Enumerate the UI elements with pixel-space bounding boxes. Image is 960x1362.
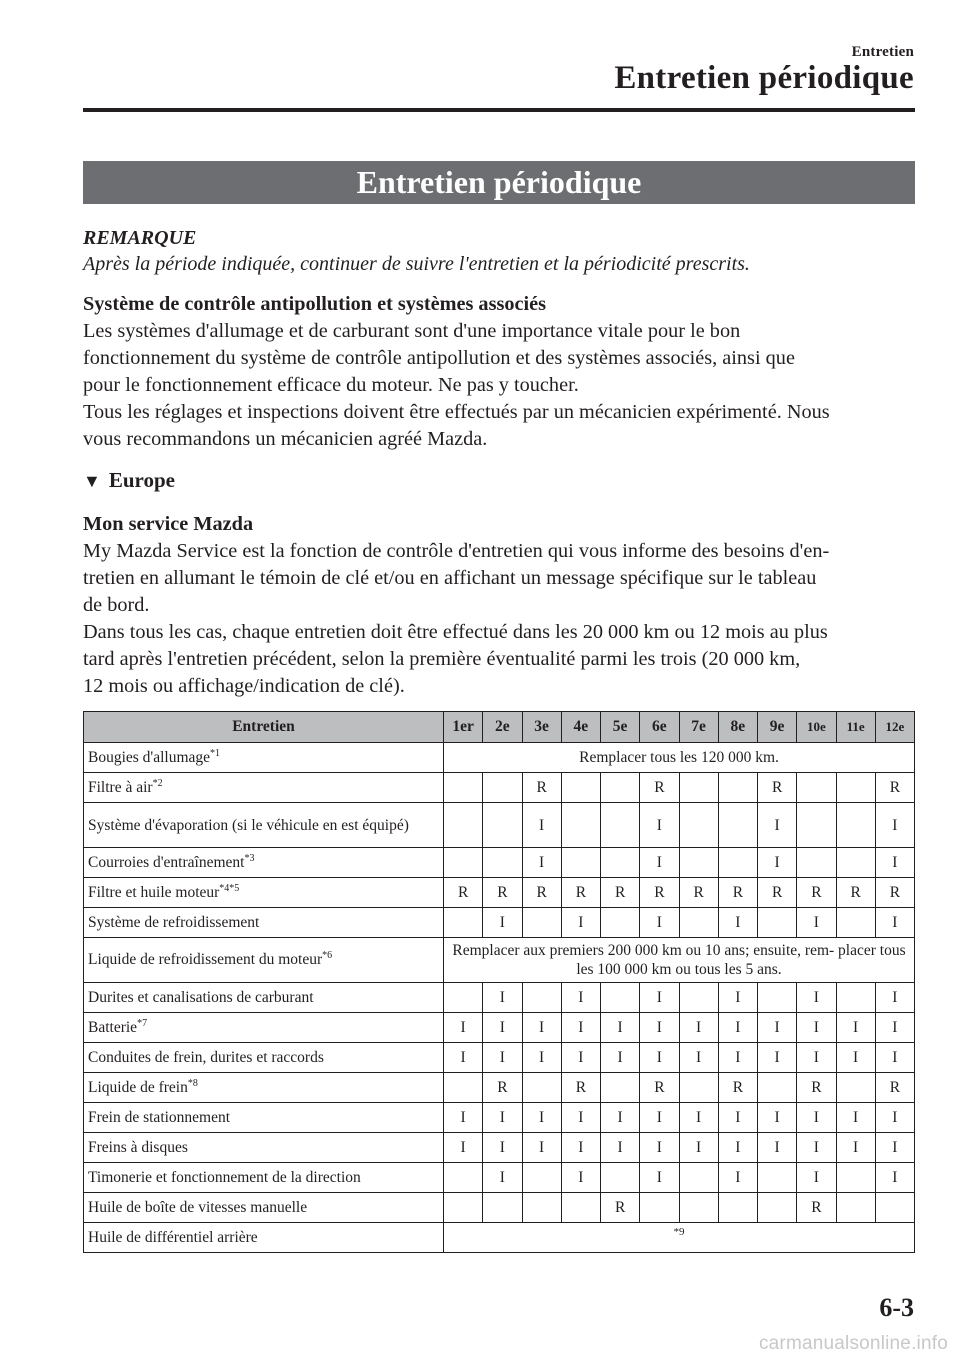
table-cell: I [640,1103,679,1133]
table-cell: I [640,1013,679,1043]
table-cell: I [640,1163,679,1193]
footnote-ref: *6 [322,950,333,961]
table-cell: R [483,878,522,908]
column-header: 12e [875,712,914,743]
column-header: 7e [679,712,718,743]
row-label [84,1013,444,1043]
footnote-ref: *1 [210,747,221,759]
table-cell: I [836,1013,875,1043]
table-cell: I [522,803,561,848]
table-cell: R [601,878,640,908]
table-cell: I [797,1163,836,1193]
row-label [84,1133,444,1163]
header-rule [83,108,915,112]
table-cell: I [718,1103,757,1133]
table-cell [640,1193,679,1223]
table-cell [444,983,483,1013]
table-cell [836,1073,875,1103]
table-cell: R [797,1193,836,1223]
table-cell: I [483,1103,522,1133]
table-cell: R [875,878,914,908]
table-cell: I [758,1133,797,1163]
table-cell: I [797,1013,836,1043]
table-cell: I [836,1103,875,1133]
my-service-line: de bord. [83,594,150,616]
table-cell: I [561,1103,600,1133]
table-cell: R [444,878,483,908]
table-cell: R [797,878,836,908]
row-label-text: Durites et canalisations de carburant [88,988,314,1006]
table-header-row [84,712,915,743]
table-cell: I [640,1133,679,1163]
table-cell: R [640,878,679,908]
table-cell: I [561,1133,600,1163]
column-header-entretien: Entretien [84,712,444,743]
table-cell [718,803,757,848]
table-cell [679,1163,718,1193]
row-label [84,743,444,773]
table-row [84,908,915,938]
table-cell [522,908,561,938]
span-cell: Remplacer tous les 120 000 km. [444,743,915,773]
table-cell: I [601,1133,640,1163]
table-cell [758,1073,797,1103]
row-label-text: Freins à disques [88,1138,188,1156]
column-header: 8e [718,712,757,743]
table-cell [679,983,718,1013]
table-cell: R [640,773,679,803]
row-label [84,848,444,878]
table-row [84,1223,915,1253]
table-cell: I [483,1043,522,1073]
row-label-text: Frein de stationnement [88,1108,231,1126]
table-cell: R [797,1073,836,1103]
span-cell: Remplacer aux premiers 200 000 km ou 10 ans; ensuite, rem- placer tous les 100 000 km ou tous les 5 ans. [444,938,915,983]
table-cell [522,983,561,1013]
table-cell [797,848,836,878]
footnote-ref: *7 [137,1017,148,1029]
column-header: 1er [444,712,483,743]
table-cell [561,803,600,848]
emission-line: fonctionnement du système de contrôle antipollution et des systèmes associés, ainsi que [83,347,795,369]
footnote-ref: *8 [187,1077,198,1089]
emission-heading: Système de contrôle antipollution et systèmes associés [83,293,547,315]
table-cell: I [522,848,561,878]
table-cell [836,983,875,1013]
table-cell: I [797,1133,836,1163]
table-cell [875,1193,914,1223]
row-label-text: Liquide de frein [88,1078,188,1096]
table-cell: R [758,773,797,803]
my-service-section [83,511,918,700]
table-cell [836,1193,875,1223]
row-label [84,908,444,938]
watermark: carmanualsonline.info [758,1333,948,1354]
table-row [84,1163,915,1193]
table-row [84,938,915,983]
table-cell: I [483,908,522,938]
table-row [84,848,915,878]
table-cell [444,1163,483,1193]
table-cell: I [718,1133,757,1163]
row-label-text: Conduites de frein, durites et raccords [88,1048,324,1066]
table-cell: I [718,1163,757,1193]
row-label-text: Filtre et huile moteur [88,883,220,901]
table-cell: I [483,1133,522,1163]
row-label-text: Système de refroidissement [88,913,260,931]
table-cell: I [679,1043,718,1073]
table-cell: I [875,1103,914,1133]
row-label-text: Batterie [88,1018,138,1036]
table-cell: I [561,1043,600,1073]
maintenance-table [83,711,915,1253]
table-cell: I [718,908,757,938]
footnote-ref: *3 [244,852,255,864]
table-cell: I [797,1043,836,1073]
table-cell [836,908,875,938]
row-label [84,983,444,1013]
table-cell: I [522,1013,561,1043]
table-cell: I [640,908,679,938]
table-cell [601,983,640,1013]
table-cell [758,1163,797,1193]
note-title: REMARQUE [83,227,197,249]
table-cell: R [601,1193,640,1223]
table-cell: I [758,1043,797,1073]
table-cell: I [797,983,836,1013]
table-cell: R [522,773,561,803]
column-header: 4e [561,712,600,743]
table-cell: I [718,983,757,1013]
note-text: Après la période indiquée, continuer de suivre l'entretien et la périodicité prescrits. [83,253,750,275]
table-cell [679,803,718,848]
table-row [84,878,915,908]
table-cell: I [797,908,836,938]
row-label [84,803,444,848]
page-number: 6-3 [879,1293,914,1322]
table-row [84,1133,915,1163]
column-header: 11e [836,712,875,743]
emission-line: vous recommandons un mécanicien agréé Mazda. [83,428,488,450]
region-heading [83,468,175,493]
row-label [84,878,444,908]
table-cell: R [522,878,561,908]
table-cell: R [718,1073,757,1103]
table-row [84,983,915,1013]
row-label [84,938,444,983]
table-cell [601,773,640,803]
table-row [84,1043,915,1073]
table-cell: R [640,1073,679,1103]
table-cell: R [875,773,914,803]
table-cell: I [522,1133,561,1163]
table-cell: I [758,1013,797,1043]
table-cell: R [836,878,875,908]
table-cell [483,848,522,878]
row-label-text: Huile de boîte de vitesses manuelle [88,1198,308,1216]
table-cell: I [679,1133,718,1163]
table-cell: I [875,803,914,848]
table-cell: R [718,878,757,908]
my-service-heading: Mon service Mazda [83,513,254,535]
table-cell: R [561,1073,600,1103]
table-cell [758,908,797,938]
table-cell: I [522,1103,561,1133]
table-cell: I [640,803,679,848]
table-cell: I [875,908,914,938]
table-cell [718,1193,757,1223]
table-cell [483,803,522,848]
table-cell: I [718,1043,757,1073]
my-service-line: Dans tous les cas, chaque entretien doit être effectué dans les 20 000 km ou 12 mois au plus [83,621,828,643]
table-cell [444,803,483,848]
table-cell: I [718,1013,757,1043]
table-cell: R [875,1073,914,1103]
table-cell: I [797,1103,836,1133]
table-cell [836,848,875,878]
section-title: Entretien périodique [83,161,915,204]
my-service-line: My Mazda Service est la fonction de contrôle d'entretien qui vous informe des besoins d'en- [83,540,830,562]
table-cell: I [640,1043,679,1073]
table-row [84,803,915,848]
table-row [84,1013,915,1043]
region-label: Europe [108,468,175,492]
table-cell: R [758,878,797,908]
table-cell: R [483,1073,522,1103]
table-row [84,1073,915,1103]
row-label [84,1073,444,1103]
table-cell: I [758,848,797,878]
column-header: 2e [483,712,522,743]
column-header: 10e [797,712,836,743]
table-cell [444,908,483,938]
table-cell [718,848,757,878]
table-row [84,1103,915,1133]
column-header: 5e [601,712,640,743]
table-cell: I [561,908,600,938]
table-cell [444,1073,483,1103]
table-cell: I [836,1133,875,1163]
table-cell [758,983,797,1013]
table-cell: I [483,983,522,1013]
table-cell [836,1163,875,1193]
table-cell: I [875,1133,914,1163]
row-label-text: Liquide de refroidissement du moteur [88,951,323,968]
row-label [84,1193,444,1223]
column-header: 9e [758,712,797,743]
table-cell [601,1163,640,1193]
row-label [84,773,444,803]
table-cell: I [640,983,679,1013]
table-row [84,1193,915,1223]
footnote-ref: *4*5 [219,882,240,894]
table-cell: I [640,848,679,878]
my-service-line: 12 mois ou affichage/indication de clé). [83,675,405,697]
table-cell [601,803,640,848]
footnote-ref: *2 [152,777,163,789]
table-cell: I [561,1163,600,1193]
table-cell: I [561,983,600,1013]
span-cell: *9 [444,1223,915,1253]
table-cell: I [758,803,797,848]
table-cell: I [875,1013,914,1043]
row-label-text: Filtre à air [88,778,153,796]
table-cell [679,773,718,803]
table-cell [444,773,483,803]
table-cell [522,1193,561,1223]
row-label-text: Timonerie et fonctionnement de la direction [88,1168,361,1186]
table-cell [679,1073,718,1103]
table-cell [836,803,875,848]
row-label [84,1223,444,1253]
table-cell [522,1073,561,1103]
table-cell [601,908,640,938]
table-cell: I [444,1043,483,1073]
table-cell: I [601,1013,640,1043]
column-header: 6e [640,712,679,743]
table-cell [758,1193,797,1223]
emission-line: Les systèmes d'allumage et de carburant sont d'une importance vitale pour le bon [83,320,741,342]
table-cell: I [483,1163,522,1193]
table-cell [444,848,483,878]
table-cell: R [679,878,718,908]
emission-section [83,291,918,453]
row-label-text: Bougies d'allumage [88,748,211,766]
table-cell: I [444,1133,483,1163]
table-cell: I [601,1103,640,1133]
table-cell: I [561,1013,600,1043]
table-cell: I [836,1043,875,1073]
row-label-text: Huile de différentiel arrière [88,1228,258,1246]
table-cell: I [483,1013,522,1043]
emission-line: Tous les réglages et inspections doivent être effectués par un mécanicien expérimenté. Nous [83,401,830,423]
table-cell [601,848,640,878]
table-cell [679,848,718,878]
row-label-text: Courroies d'entraînement [88,853,245,871]
table-row [84,773,915,803]
table-cell [561,1193,600,1223]
column-header: 3e [522,712,561,743]
table-cell [444,1193,483,1223]
table-cell: I [444,1013,483,1043]
table-cell [601,1073,640,1103]
table-cell: I [875,1043,914,1073]
table-row [84,743,915,773]
table-cell: I [679,1103,718,1133]
my-service-line: tard après l'entretien précédent, selon la première éventualité parmi les trois (20 000 km, [83,648,801,670]
table-cell [483,773,522,803]
table-cell [797,773,836,803]
table-cell [718,773,757,803]
table-cell: I [601,1043,640,1073]
table-cell [797,803,836,848]
my-service-line: tretien en allumant le témoin de clé et/ou en affichant un message spécifique sur le tableau [83,567,817,589]
table-cell: I [522,1043,561,1073]
table-cell [522,1163,561,1193]
table-cell [561,773,600,803]
row-label-text: Système d'évaporation (si le véhicule en est équipé) [88,816,409,834]
row-label [84,1163,444,1193]
table-cell: I [444,1103,483,1133]
table-cell [561,848,600,878]
table-cell [679,1193,718,1223]
table-cell [483,1193,522,1223]
table-cell: I [875,848,914,878]
table-body [84,743,915,1253]
table-cell: I [758,1103,797,1133]
table-cell: I [875,983,914,1013]
table-cell: I [875,1163,914,1193]
table-cell: I [679,1013,718,1043]
chapter-label: Entretien [851,44,914,60]
emission-line: pour le fonctionnement efficace du moteur. Ne pas y toucher. [83,374,579,396]
table-cell: R [561,878,600,908]
table-cell [679,908,718,938]
table-cell [836,773,875,803]
row-label [84,1043,444,1073]
page-heading: Entretien périodique [614,60,914,96]
triangle-down-icon: ▼ [83,471,101,491]
row-label [84,1103,444,1133]
